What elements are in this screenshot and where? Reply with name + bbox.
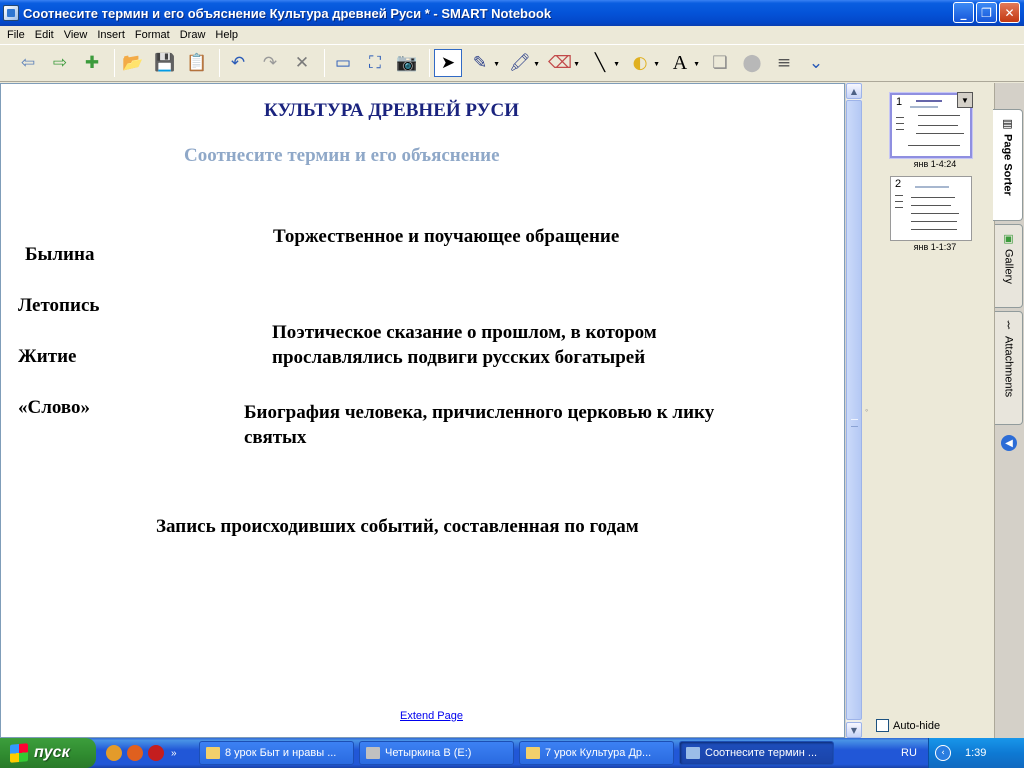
tab-gallery[interactable] (995, 224, 1023, 308)
thumb-line (911, 213, 959, 214)
forward-icon: ⇨ (52, 52, 68, 73)
autohide-toggle[interactable] (876, 719, 940, 732)
screen-shade-button[interactable] (329, 49, 357, 77)
tray-expand-icon[interactable]: ‹ (935, 745, 951, 761)
windows-logo-icon (10, 743, 28, 763)
text-icon: A (672, 52, 688, 74)
toolbar-separator (429, 49, 430, 77)
thumbnail-caption: янв 1-4:24 (913, 159, 957, 169)
back-icon: ⇦ (20, 52, 36, 73)
thumbnail-menu-icon[interactable]: ▼ (957, 92, 973, 108)
taskbar-button-label: 7 урок Культура Др... (545, 747, 652, 759)
capture-icon: 📷 (396, 52, 418, 73)
taskbar-button-label: 8 урок Быт и нравы ... (225, 747, 337, 759)
dropdown-arrow-icon[interactable]: ▼ (693, 61, 700, 68)
collapse-panel-icon[interactable]: ◀ (1001, 435, 1017, 451)
gallery-icon: ▣ (1003, 231, 1014, 245)
taskbar-button-2[interactable] (359, 741, 514, 765)
page-thumbnail-2[interactable] (890, 176, 972, 241)
firefox-icon[interactable] (127, 745, 143, 761)
menu-help[interactable]: Help (215, 29, 239, 41)
open-button[interactable] (119, 49, 147, 77)
definition-3[interactable] (244, 400, 714, 450)
thumb-line (908, 145, 960, 146)
paperclip-icon: ⌇ (1005, 318, 1012, 332)
eraser-button[interactable] (546, 49, 580, 77)
term-zhitie[interactable]: Житие (18, 346, 77, 367)
scroll-grip-icon (851, 419, 858, 427)
menu-edit[interactable]: Edit (34, 29, 54, 41)
more-icon: ⌄ (808, 52, 824, 73)
extend-page-link[interactable]: Extend Page (400, 710, 463, 722)
scroll-thumb[interactable] (846, 100, 862, 720)
thumb-line (918, 115, 960, 116)
definition-1-line-1: Торжественное и поучающее обращение (273, 226, 620, 247)
thumb-line (916, 133, 964, 134)
save-button[interactable] (151, 49, 179, 77)
autohide-checkbox[interactable] (876, 719, 889, 732)
properties-icon: ≡ (776, 52, 792, 73)
menu-view[interactable]: View (63, 29, 88, 41)
definition-4-line-1: Запись происходивших событий, составленная по годам (156, 516, 639, 537)
highlighter-icon: 🖍 (509, 52, 531, 73)
taskbar-button-label: Соотнесите термин ... (705, 747, 818, 759)
tab-label: Page Sorter (1001, 134, 1014, 196)
toolbar-separator (324, 49, 325, 77)
thumb-line (896, 123, 904, 124)
paste-icon: 📋 (186, 52, 208, 73)
taskbar-button-1[interactable] (199, 741, 354, 765)
back-button[interactable] (14, 49, 42, 77)
thumb-line (895, 207, 903, 208)
redo-button[interactable] (256, 49, 284, 77)
thumb-heading-line (916, 100, 942, 102)
pen-icon: ✎ (472, 52, 488, 73)
shapes-button[interactable] (626, 49, 660, 77)
full-screen-button[interactable] (361, 49, 389, 77)
save-icon: 💾 (154, 52, 176, 73)
term-bylina[interactable]: Былина (25, 244, 95, 265)
clock: 1:39 (965, 747, 987, 759)
delete-icon: ✕ (294, 52, 310, 73)
toolbar-separator (219, 49, 220, 77)
definition-2-line-1: Поэтическое сказание о прошлом, в котором (272, 322, 657, 343)
page-thumbnail-1[interactable] (890, 93, 972, 158)
term-letopis[interactable]: Летопись (18, 295, 100, 316)
menu-draw[interactable]: Draw (179, 29, 206, 41)
select-button[interactable] (434, 49, 462, 77)
fill-button[interactable] (738, 49, 766, 77)
thumbnail-number: 2 (895, 178, 902, 190)
definition-3-line-1: Биография человека, причисленного церковью к лику (244, 402, 715, 423)
add-page-icon: ✚ (84, 52, 100, 73)
shapes-icon: ◐ (632, 52, 648, 73)
dropdown-arrow-icon[interactable]: ▼ (613, 61, 620, 68)
tab-page-sorter[interactable] (993, 109, 1023, 221)
menu-format[interactable]: Format (134, 29, 170, 41)
title-bar (0, 0, 1024, 26)
arrange-button[interactable] (706, 49, 734, 77)
full-screen-icon: ⛶ (369, 52, 381, 73)
splitter-grip-icon: ◦ (865, 405, 869, 415)
pen-button[interactable] (466, 49, 500, 77)
thumb-line (911, 197, 955, 198)
close-button[interactable]: ✕ (999, 2, 1020, 23)
text-button[interactable] (666, 49, 700, 77)
taskbar (0, 738, 1024, 768)
tab-label: Attachments (1002, 336, 1015, 398)
line-icon: ╲ (594, 52, 606, 73)
app-icon[interactable] (3, 5, 19, 21)
thumb-line (911, 221, 957, 222)
taskbar-button-label: Четыркина В (E:) (385, 747, 472, 759)
toolbar (0, 44, 1024, 82)
window-controls (953, 2, 1020, 23)
redo-icon: ↷ (262, 52, 278, 73)
scroll-up-icon[interactable]: ▲ (846, 83, 862, 99)
undo-icon: ↶ (230, 52, 246, 73)
taskbar-button-3[interactable] (519, 741, 674, 765)
select-icon: ➤ (440, 52, 456, 73)
highlighter-button[interactable] (506, 49, 540, 77)
page-subheading[interactable]: Соотнесите термин и его объяснение (184, 145, 500, 166)
restore-button[interactable]: ❐ (976, 2, 997, 23)
menu-bar (0, 26, 1024, 44)
quick-launch (106, 745, 177, 761)
toolbar-separator (114, 49, 115, 77)
folder-icon (206, 747, 220, 759)
paste-button[interactable] (183, 49, 211, 77)
definition-2-line-2: прославлялись подвиги русских богатырей (272, 347, 646, 368)
dropdown-arrow-icon[interactable]: ▼ (653, 61, 660, 68)
page-sorter-panel (876, 83, 994, 738)
taskbar-button-4[interactable] (679, 741, 834, 765)
smart-notebook-icon (686, 747, 700, 759)
thumbnail-caption: янв 1-1:37 (913, 242, 957, 252)
menu-file[interactable]: File (7, 29, 25, 41)
side-tabs (994, 83, 1024, 738)
more-button[interactable] (802, 49, 830, 77)
menu-insert[interactable]: Insert (97, 29, 125, 41)
language-indicator[interactable]: RU (901, 747, 917, 759)
arrange-icon: ❏ (712, 52, 728, 73)
window-title: Соотнесите термин и его объяснение Культура древней Руси * - SMART Notebook (23, 5, 552, 21)
scroll-down-icon[interactable]: ▼ (846, 722, 862, 738)
notebook-page[interactable] (0, 83, 845, 738)
start-label: пуск (34, 744, 70, 761)
tab-label: Gallery (1002, 249, 1015, 284)
dropdown-arrow-icon[interactable]: ▼ (493, 61, 500, 68)
page-heading[interactable]: КУЛЬТУРА ДРЕВНЕЙ РУСИ (264, 100, 519, 121)
fill-icon: ⬤ (742, 52, 762, 73)
properties-button[interactable] (770, 49, 798, 77)
dropdown-arrow-icon[interactable]: ▼ (573, 61, 580, 68)
thumb-subheading-line (915, 186, 949, 188)
forward-button[interactable] (46, 49, 74, 77)
thumb-line (895, 201, 903, 202)
definition-2[interactable] (272, 320, 657, 370)
add-page-button[interactable] (78, 49, 106, 77)
vertical-scrollbar[interactable] (845, 83, 862, 738)
thumb-line (911, 205, 951, 206)
autohide-label: Auto-hide (893, 719, 941, 732)
screen-shade-icon: ▭ (334, 52, 352, 73)
thumbnail-number: 1 (896, 96, 903, 108)
delete-button[interactable] (288, 49, 316, 77)
line-button[interactable] (586, 49, 620, 77)
thumb-line (895, 195, 903, 196)
thumb-line (911, 229, 957, 230)
dropdown-arrow-icon[interactable]: ▼ (533, 61, 540, 68)
definition-3-line-2: святых (244, 427, 307, 448)
quick-launch-more-icon[interactable]: » (171, 747, 177, 759)
eraser-icon: ⌫ (547, 52, 573, 73)
drive-icon (366, 747, 380, 759)
folder-icon (526, 747, 540, 759)
thumb-subheading-line (910, 106, 938, 108)
system-tray (901, 738, 1024, 768)
panel-splitter[interactable] (862, 83, 876, 738)
definition-4[interactable] (156, 514, 639, 539)
start-button[interactable] (0, 738, 96, 768)
thumb-line (896, 129, 904, 130)
term-slovo[interactable]: «Слово» (18, 397, 91, 418)
thumb-line (896, 117, 904, 118)
definition-1[interactable] (273, 224, 619, 249)
open-icon: 📂 (122, 52, 144, 73)
thumb-line (918, 125, 958, 126)
opera-icon[interactable] (148, 745, 164, 761)
minimize-button[interactable]: _ (953, 2, 974, 23)
page-sorter-icon: ▤ (1002, 116, 1013, 130)
capture-button[interactable] (393, 49, 421, 77)
undo-button[interactable] (224, 49, 252, 77)
tab-attachments[interactable] (995, 311, 1023, 425)
quick-launch-app-icon[interactable] (106, 745, 122, 761)
